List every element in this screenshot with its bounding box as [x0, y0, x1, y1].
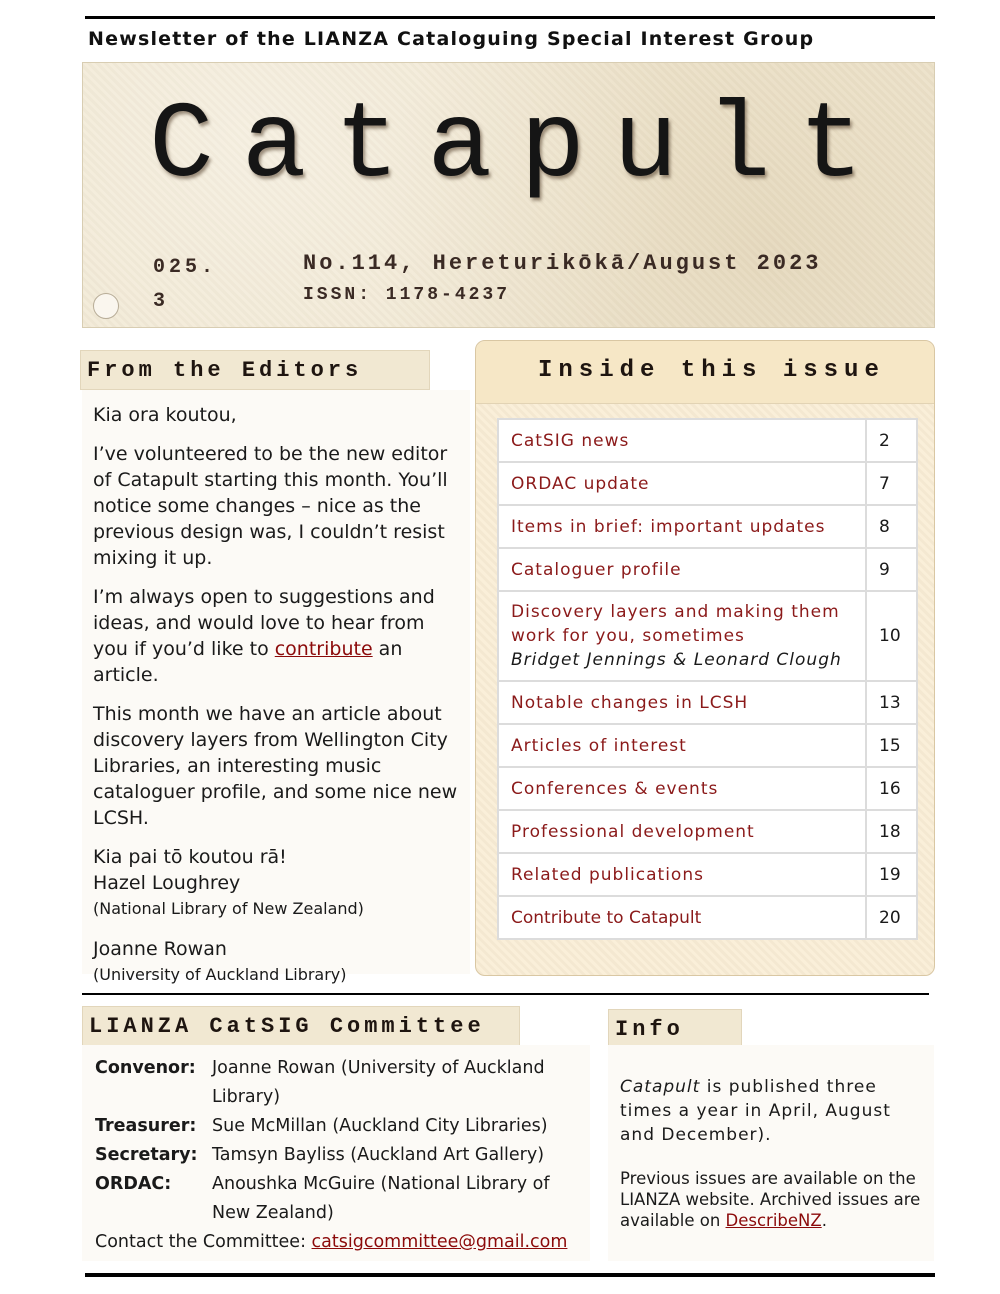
toc-row[interactable]	[498, 419, 917, 462]
toc-page: 2	[866, 419, 917, 462]
info-heading	[608, 1009, 742, 1049]
committee-role: Secretary:	[95, 1145, 198, 1165]
committee-role: Convenor:	[95, 1058, 196, 1078]
toc-page: 7	[866, 462, 917, 505]
toc-page: 13	[866, 681, 917, 724]
toc-page: 9	[866, 548, 917, 591]
editor-1-org: (National Library of New Zealand)	[93, 899, 364, 918]
toc-page: 10	[866, 591, 917, 681]
committee-row	[95, 1170, 585, 1228]
signoff: Kia pai tō koutou rā!	[93, 846, 287, 868]
editors-paragraph-2	[93, 584, 465, 688]
info-pub-title: Catapult	[620, 1077, 701, 1097]
toc-row[interactable]	[498, 767, 917, 810]
committee-contact	[95, 1228, 585, 1257]
committee-name: Anoushka McGuire (National Library of New Zealand)	[212, 1174, 550, 1223]
committee-row	[95, 1112, 585, 1141]
info-prev-end: .	[821, 1211, 827, 1230]
toc-page: 20	[866, 896, 917, 939]
toc-row[interactable]	[498, 896, 917, 939]
editors-paragraph-1: I’ve volunteered to be the new editor of Catapult starting this month. You’ll notice some changes – nice as the previous design was, I couldn’t resist mixing it up.	[93, 443, 448, 569]
greeting: Kia ora koutou,	[93, 404, 237, 426]
masthead-title: Catapult	[149, 86, 892, 208]
toc-row[interactable]	[498, 681, 917, 724]
newsletter-tagline: Newsletter of the LIANZA Cataloguing Special Interest Group	[88, 28, 815, 50]
committee-name: Sue McMillan (Auckland City Libraries)	[212, 1116, 548, 1136]
issue-number: No.114, Hereturikōkā/August 2023	[303, 251, 822, 276]
toc-title[interactable]: Articles of interest	[498, 724, 866, 767]
masthead	[82, 62, 935, 328]
toc-title[interactable]: Professional development	[498, 810, 866, 853]
contribute-link[interactable]: contribute	[274, 638, 373, 660]
classification-number: 025.3	[153, 256, 218, 313]
toc-row[interactable]	[498, 548, 917, 591]
toc-row[interactable]	[498, 505, 917, 548]
committee-heading	[82, 1006, 520, 1046]
info-heading-text: Info	[615, 1017, 684, 1042]
bottom-rule	[85, 1273, 935, 1277]
editor-2-name: Joanne Rowan	[93, 938, 227, 960]
toc-title[interactable]: CatSIG news	[498, 419, 866, 462]
toc-title[interactable]: ORDAC update	[498, 462, 866, 505]
contact-label: Contact the Committee:	[95, 1232, 312, 1252]
toc-title[interactable]: Cataloguer profile	[498, 548, 866, 591]
toc-title[interactable]: Notable changes in LCSH	[498, 681, 866, 724]
toc-page: 18	[866, 810, 917, 853]
committee-role: ORDAC:	[95, 1174, 172, 1194]
middle-rule	[82, 993, 929, 995]
committee-row	[95, 1141, 585, 1170]
toc-title[interactable]: Discovery layers and making them work for you, sometimes	[511, 602, 840, 646]
toc-page: 15	[866, 724, 917, 767]
top-rule	[85, 16, 935, 19]
info-publication	[620, 1075, 930, 1147]
committee-name: Joanne Rowan (University of Auckland Library)	[212, 1058, 545, 1107]
editor-1-name: Hazel Loughrey	[93, 872, 241, 894]
editors-heading-text: From the Editors	[87, 358, 363, 383]
committee-name: Tamsyn Bayliss (Auckland Art Gallery)	[212, 1145, 545, 1165]
issn: ISSN: 1178-4237	[303, 285, 511, 305]
toc-page: 19	[866, 853, 917, 896]
toc-title[interactable]: Items in brief: important updates	[498, 505, 866, 548]
p2-text-after: an article.	[93, 638, 403, 686]
contact-email-link[interactable]: catsigcommittee@gmail.com	[311, 1232, 568, 1252]
toc-title-cell[interactable]	[498, 591, 866, 681]
toc-title[interactable]: Conferences & events	[498, 767, 866, 810]
toc-header	[476, 341, 934, 404]
toc-row[interactable]	[498, 853, 917, 896]
editors-paragraph-3: This month we have an article about discovery layers from Wellington City Libraries, an interesting music cataloguer profile, and some nice new LCSH.	[93, 703, 458, 829]
committee-role: Treasurer:	[95, 1116, 197, 1136]
toc-row[interactable]	[498, 462, 917, 505]
committee-row	[95, 1054, 585, 1112]
editors-letter	[93, 402, 465, 988]
info-prev-text: Previous issues are available on the LIANZA website. Archived issues are available on	[620, 1169, 921, 1230]
info-previous	[620, 1168, 930, 1231]
toc-title[interactable]: Contribute to Catapult	[498, 896, 866, 939]
describenz-link[interactable]: DescribeNZ	[725, 1211, 822, 1230]
toc-heading: Inside this issue	[538, 357, 885, 384]
toc-page: 8	[866, 505, 917, 548]
toc-table	[497, 418, 918, 940]
editors-heading	[80, 350, 430, 390]
committee-list	[95, 1054, 585, 1257]
editor-2-org: (University of Auckland Library)	[93, 965, 347, 984]
toc-title[interactable]: Related publications	[498, 853, 866, 896]
toc-row[interactable]	[498, 724, 917, 767]
committee-heading-text: LIANZA CatSIG Committee	[89, 1014, 485, 1039]
p2-text-before: I’m always open to suggestions and ideas, and would love to hear from you if you’d like to	[93, 586, 435, 660]
toc-page: 16	[866, 767, 917, 810]
toc-byline: Bridget Jennings & Leonard Clough	[511, 650, 842, 670]
info-pub-text: is published three times a year in April, August and December).	[620, 1077, 891, 1145]
toc-row[interactable]	[498, 810, 917, 853]
toc-row[interactable]	[498, 591, 917, 681]
catalogue-card-hole	[93, 293, 119, 319]
